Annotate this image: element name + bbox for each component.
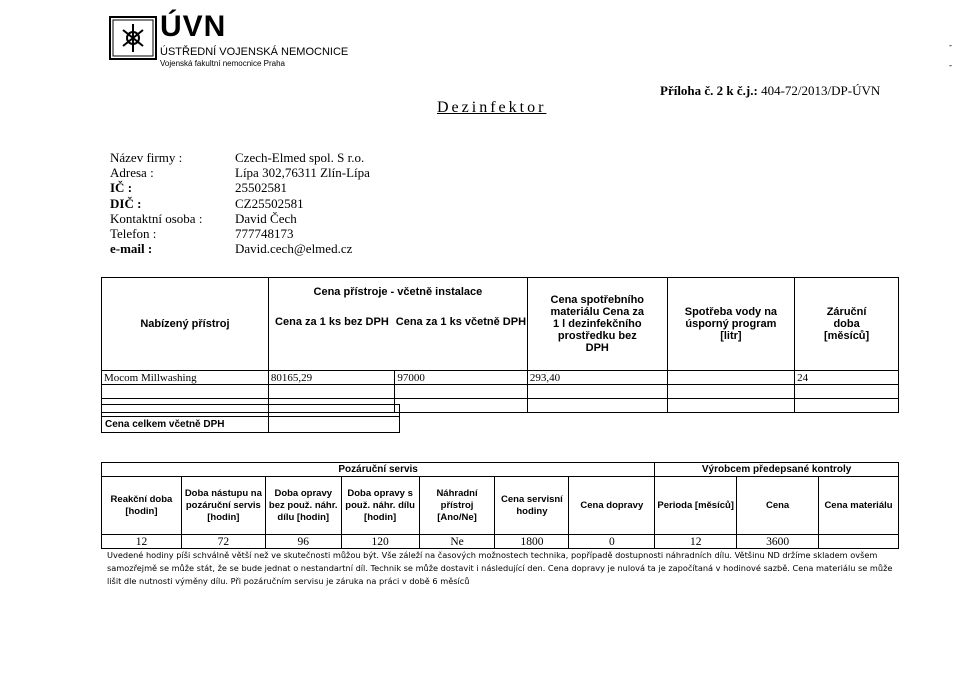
header-material: Cena materiálu bbox=[819, 477, 899, 535]
total-table bbox=[101, 404, 400, 433]
hospital-emblem-icon bbox=[109, 16, 157, 60]
header-reaction: Reakční doba [hodin] bbox=[102, 477, 182, 535]
header-transport: Cena dopravy bbox=[569, 477, 655, 535]
company-info-row: e-mail : David.cech@elmed.cz bbox=[110, 241, 353, 257]
total-value bbox=[269, 417, 400, 433]
header-repair-part: Doba opravy s použ. náhr. dílu [hodin] bbox=[341, 477, 419, 535]
total-label: Cena celkem včetně DPH bbox=[102, 417, 269, 433]
company-info-row: IČ : 25502581 bbox=[110, 180, 287, 196]
header-price: Cena bbox=[737, 477, 819, 535]
corner-marks: - - bbox=[949, 40, 952, 70]
logo-wordmark: ÚVN bbox=[160, 10, 227, 43]
group-manufacturer: Výrobcem předepsané kontroly bbox=[655, 463, 899, 477]
group-service: Pozáruční servis bbox=[102, 463, 655, 477]
table-row: 12 72 96 120 Ne 1800 0 12 3600 bbox=[102, 535, 899, 549]
offer-table bbox=[101, 277, 899, 413]
header-period: Perioda [měsíců] bbox=[655, 477, 737, 535]
service-table bbox=[101, 462, 899, 549]
header-hour-price: Cena servisní hodiny bbox=[495, 477, 569, 535]
header-device: Nabízený přístroj bbox=[102, 278, 269, 371]
company-info-row: DIČ : CZ25502581 bbox=[110, 195, 304, 211]
header-price-group: Cena přístroje - včetně instalace Cena za 1 ks bez DPH Cena za 1 ks včetně DPH bbox=[268, 278, 527, 371]
service-note: Uvedené hodiny píši schválně větší než ve skutečnosti můžou být. Vše záleží na časových možnostech technika, popřípadě dostupnosti náhradních dílu. Většinu ND držíme skladem ovšem samozřejmě se může stát, že se bude jednat o nestandartní díl. Technik se může dostavit i následující den. Cena dopravy je nulová ta je započítaná v hodinové sazbě. Cena materiálu se může lišit dle nutnosti výměny dílu. Při pozáručním servisu je záruka na práci v době 6 měsíců bbox=[107, 550, 893, 586]
header-repair-no-part: Doba opravy bez použ. náhr. dílu [hodin] bbox=[265, 477, 341, 535]
hospital-name: ÚSTŘEDNÍ VOJENSKÁ NEMOCNICE bbox=[160, 46, 349, 58]
table-row: Mocom Millwashing 80165,29 97000 293,40 24 bbox=[102, 371, 899, 385]
header-price-vat: Cena za 1 ks včetně DPH bbox=[395, 316, 527, 328]
reference-number: Příloha č. 2 k č.j.: 404-72/2013/DP-ÚVN bbox=[660, 83, 881, 98]
header-replacement: Náhradní přístroj [Ano/Ne] bbox=[419, 477, 495, 535]
company-info-row: Kontaktní osoba : David Čech bbox=[110, 210, 297, 226]
header-water: Spotřeba vody na úsporný program [litr] bbox=[667, 278, 795, 371]
hospital-subtitle: Vojenská fakultní nemocnice Praha bbox=[160, 59, 285, 68]
header-arrival: Doba nástupu na pozáruční servis [hodin] bbox=[181, 477, 265, 535]
company-info-row: Název firmy : Czech-Elmed spol. S r.o. bbox=[110, 150, 365, 165]
company-info-row: Adresa : Lípa 302,76311 Zlín-Lípa bbox=[110, 165, 370, 181]
header-price-no-vat: Cena za 1 ks bez DPH bbox=[275, 316, 389, 328]
table-row bbox=[102, 385, 899, 399]
header-warranty: Záruční doba [měsíců] bbox=[795, 278, 899, 371]
page-title: Dezinfektor bbox=[437, 99, 547, 116]
company-info bbox=[110, 150, 370, 256]
company-info-row: Telefon : 777748173 bbox=[110, 226, 294, 242]
header-consumable: Cena spotřebního materiálu Cena za 1 l dezinfekčního prostředku bez DPH bbox=[527, 278, 667, 371]
